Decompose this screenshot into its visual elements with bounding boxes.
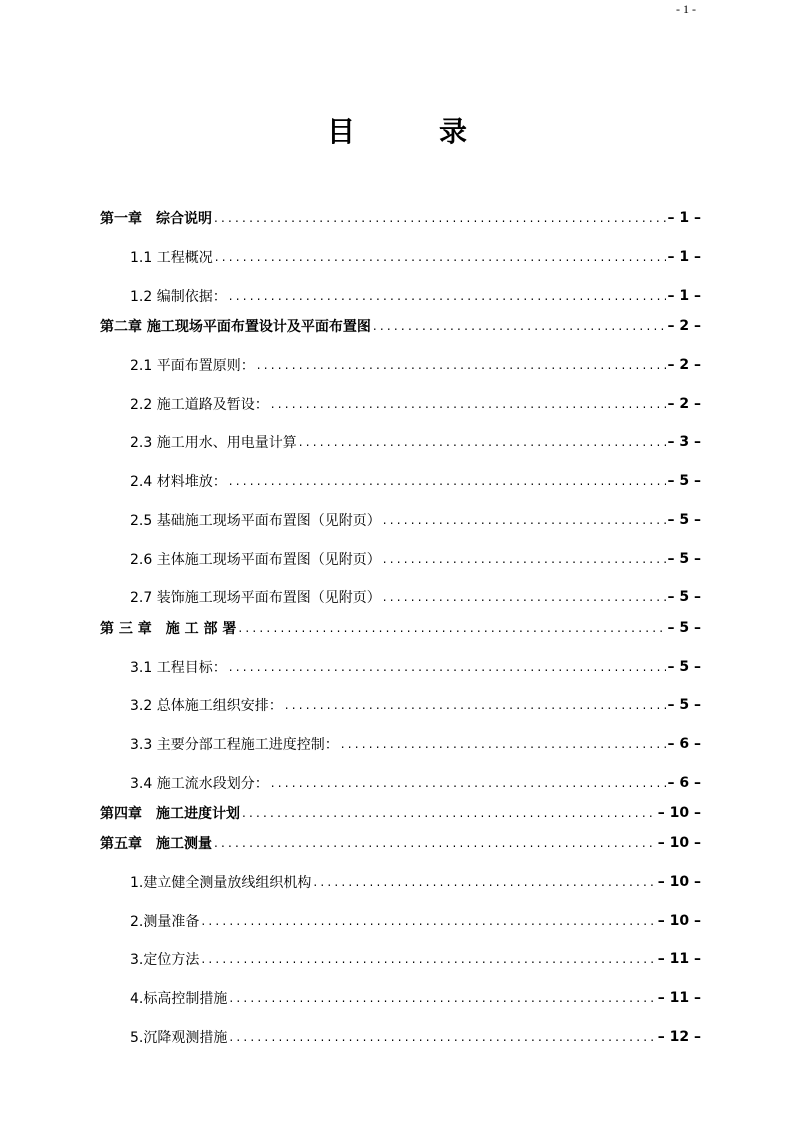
toc-entry-title: 2.4 材料堆放： xyxy=(130,474,227,490)
toc-entry-page: – 5 – xyxy=(667,473,701,489)
toc-entry-page: – 6 – xyxy=(667,736,701,752)
toc-entry-title: 2.2 施工道路及暂设： xyxy=(130,397,269,413)
toc-entry-title: 第一章 综合说明 xyxy=(100,211,212,227)
toc-entry-page: – 2 – xyxy=(667,357,701,373)
dot-leader xyxy=(341,737,666,751)
toc-entry-page: – 1 – xyxy=(667,288,701,304)
toc-entry-page: – 1 – xyxy=(667,249,701,265)
toc-entry-page: – 5 – xyxy=(667,512,701,528)
dot-leader xyxy=(215,250,666,264)
toc-entry[interactable] xyxy=(130,587,701,607)
toc-entry[interactable] xyxy=(130,695,701,715)
dot-leader xyxy=(214,211,666,225)
toc-entry[interactable] xyxy=(130,471,701,491)
toc-entry[interactable] xyxy=(130,432,701,452)
toc-entry-page: – 5 – xyxy=(667,589,701,605)
toc-entry-page: – 10 – xyxy=(657,805,701,821)
toc-entry-title: 2.3 施工用水、用电量计算 xyxy=(130,435,297,451)
toc-entry-title: 2.测量准备 xyxy=(130,914,200,930)
toc-entry-page: – 12 – xyxy=(657,1029,701,1045)
toc-entry[interactable] xyxy=(100,618,701,638)
toc-entry[interactable] xyxy=(130,549,701,569)
toc-entry[interactable] xyxy=(100,316,701,336)
toc-entry-page: – 11 – xyxy=(657,951,701,967)
toc-entry[interactable] xyxy=(130,988,701,1008)
title-char-2: 录 xyxy=(439,115,468,148)
toc-entry-title: 5.沉降观测措施 xyxy=(130,1030,228,1046)
toc-entry-page: – 2 – xyxy=(667,318,701,334)
dot-leader xyxy=(271,397,666,411)
toc-entry-title: 第五章 施工测量 xyxy=(100,836,212,852)
dot-leader xyxy=(271,776,666,790)
dot-leader xyxy=(229,289,666,303)
toc-entry[interactable] xyxy=(130,872,701,892)
toc-entry[interactable] xyxy=(130,773,701,793)
toc-entry-page: – 5 – xyxy=(667,697,701,713)
toc-entry-title: 1.2 编制依据： xyxy=(130,289,227,305)
toc-entry-title: 1.建立健全测量放线组织机构 xyxy=(130,875,312,891)
toc-entry-page: – 10 – xyxy=(657,835,701,851)
page-number: - 1 - xyxy=(676,2,696,16)
toc-entry[interactable] xyxy=(130,510,701,530)
toc-entry[interactable] xyxy=(130,247,701,267)
toc-entry-title: 3.3 主要分部工程施工进度控制： xyxy=(130,737,339,753)
toc-entry-title: 2.6 主体施工现场平面布置图（见附页） xyxy=(130,552,381,568)
dot-leader xyxy=(229,474,666,488)
toc-entry[interactable] xyxy=(100,833,701,853)
toc-entry-title: 1.1 工程概况 xyxy=(130,250,213,266)
toc-entry-page: – 10 – xyxy=(657,874,701,890)
toc-entry-title: 2.7 装饰施工现场平面布置图（见附页） xyxy=(130,590,381,606)
toc-entry[interactable] xyxy=(130,657,701,677)
dot-leader xyxy=(285,698,666,712)
toc-entry-title: 2.5 基础施工现场平面布置图（见附页） xyxy=(130,513,381,529)
dot-leader xyxy=(229,991,655,1005)
toc-entry[interactable] xyxy=(100,803,701,823)
toc-entry[interactable] xyxy=(130,286,701,306)
toc-entry-page: – 11 – xyxy=(657,990,701,1006)
toc-entry-page: – 5 – xyxy=(667,659,701,675)
dot-leader xyxy=(201,952,655,966)
dot-leader xyxy=(229,1030,655,1044)
toc-entry-page: – 6 – xyxy=(667,775,701,791)
toc-entry-title: 3.4 施工流水段划分： xyxy=(130,776,269,792)
dot-leader xyxy=(383,590,666,604)
toc-entry-page: – 5 – xyxy=(667,551,701,567)
dot-leader xyxy=(238,621,665,635)
dot-leader xyxy=(383,552,666,566)
toc-entry-title: 第 三 章 施 工 部 署 xyxy=(100,621,237,637)
dot-leader xyxy=(257,358,666,372)
toc-entry[interactable] xyxy=(100,208,701,228)
toc-entry-title: 3.定位方法 xyxy=(130,952,200,968)
toc-entry-title: 2.1 平面布置原则： xyxy=(130,358,255,374)
dot-leader xyxy=(201,914,655,928)
page-title xyxy=(0,110,794,150)
toc-entry-page: – 3 – xyxy=(667,434,701,450)
toc-entry-page: – 10 – xyxy=(657,913,701,929)
dot-leader xyxy=(373,319,666,333)
toc-entry-page: – 5 – xyxy=(667,620,701,636)
toc-entry-page: – 1 – xyxy=(667,210,701,226)
toc-entry[interactable] xyxy=(130,949,701,969)
toc-entry[interactable] xyxy=(130,355,701,375)
toc-entry[interactable] xyxy=(130,911,701,931)
toc-entry-title: 3.2 总体施工组织安排： xyxy=(130,698,283,714)
toc-entry[interactable] xyxy=(130,1027,701,1047)
dot-leader xyxy=(229,660,666,674)
dot-leader xyxy=(383,513,666,527)
toc-entry-title: 3.1 工程目标： xyxy=(130,660,227,676)
dot-leader xyxy=(299,435,666,449)
toc-entry-title: 第二章 施工现场平面布置设计及平面布置图 xyxy=(100,319,371,335)
toc-entry[interactable] xyxy=(130,394,701,414)
toc-entry-page: – 2 – xyxy=(667,396,701,412)
title-char-1: 目 xyxy=(326,115,355,148)
dot-leader xyxy=(214,836,656,850)
toc-entry-title: 4.标高控制措施 xyxy=(130,991,228,1007)
dot-leader xyxy=(242,806,656,820)
toc-entry[interactable] xyxy=(130,734,701,754)
toc-entry-title: 第四章 施工进度计划 xyxy=(100,806,240,822)
dot-leader xyxy=(313,875,655,889)
